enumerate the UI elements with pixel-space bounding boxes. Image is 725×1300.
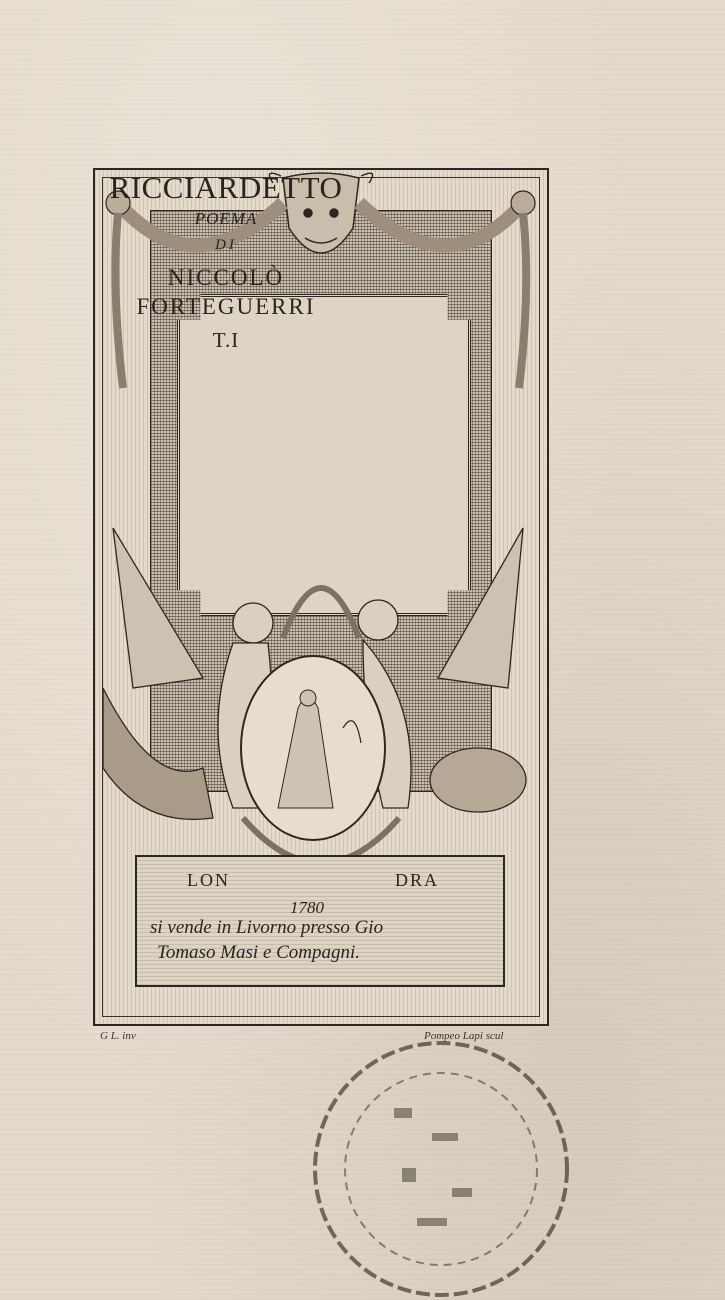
- inventor-credit: G L. inv: [100, 1030, 136, 1042]
- book-title: RICCIARDETTO: [109, 170, 343, 205]
- muse-medallion-icon: [241, 656, 385, 840]
- author-last-name: FORTEGUERRI: [136, 293, 316, 319]
- imprint-publisher-line: Tomaso Masi e Compagni.: [157, 942, 361, 963]
- imprint-seller-line: si vende in Livorno presso Gio: [150, 917, 384, 938]
- title-block: [82, 168, 370, 353]
- imprint-city-part2: DRA: [395, 870, 440, 890]
- imprint-city-part1: LON: [187, 870, 230, 890]
- imprint-year: 1780: [290, 898, 324, 917]
- library-stamp-icon: [302, 1038, 580, 1300]
- engraver-credit: Pompeo Lapi scul: [424, 1030, 504, 1042]
- volume-number: T.I: [212, 327, 240, 352]
- book-subtitle: POEMA: [194, 209, 258, 228]
- author-first-name: NICCOLÒ: [167, 265, 285, 290]
- author-preposition: DI: [215, 237, 237, 253]
